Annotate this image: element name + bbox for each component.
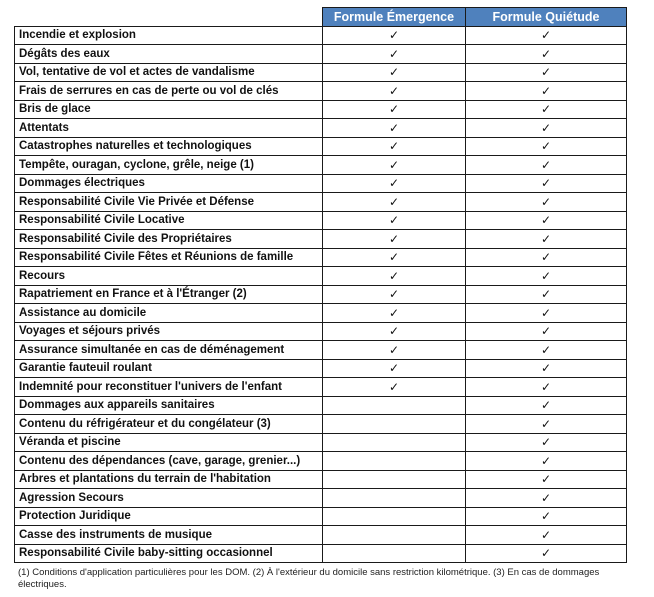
table-row xyxy=(15,193,627,212)
guarantee-label: Véranda et piscine xyxy=(15,433,323,452)
check-icon-quietude: ✓ xyxy=(466,433,627,452)
table-row xyxy=(15,452,627,471)
empty-cell-emergence xyxy=(323,396,466,415)
empty-cell-emergence xyxy=(323,452,466,471)
check-icon-quietude: ✓ xyxy=(466,63,627,82)
check-icon-quietude: ✓ xyxy=(466,322,627,341)
check-icon-emergence: ✓ xyxy=(323,304,466,323)
check-icon-quietude: ✓ xyxy=(466,507,627,526)
check-icon-emergence: ✓ xyxy=(323,100,466,119)
check-icon-emergence: ✓ xyxy=(323,137,466,156)
check-icon-emergence: ✓ xyxy=(323,174,466,193)
guarantee-label: Dégâts des eaux xyxy=(15,45,323,64)
guarantee-label: Voyages et séjours privés xyxy=(15,322,323,341)
guarantee-label: Catastrophes naturelles et technologiques xyxy=(15,137,323,156)
table-row xyxy=(15,285,627,304)
check-icon-quietude: ✓ xyxy=(466,526,627,545)
check-icon-quietude: ✓ xyxy=(466,137,627,156)
table-row xyxy=(15,174,627,193)
table-row xyxy=(15,63,627,82)
check-icon-emergence: ✓ xyxy=(323,285,466,304)
guarantee-label: Assistance au domicile xyxy=(15,304,323,323)
check-icon-quietude: ✓ xyxy=(466,248,627,267)
header-blank-cell xyxy=(15,8,323,27)
check-icon-emergence: ✓ xyxy=(323,193,466,212)
guarantee-label: Dommages aux appareils sanitaires xyxy=(15,396,323,415)
table-row xyxy=(15,544,627,563)
guarantee-label: Responsabilité Civile baby-sitting occasionnel xyxy=(15,544,323,563)
table-header-row xyxy=(15,8,627,27)
check-icon-quietude: ✓ xyxy=(466,415,627,434)
guarantee-label: Bris de glace xyxy=(15,100,323,119)
table-row xyxy=(15,322,627,341)
table-row xyxy=(15,378,627,397)
guarantee-label: Responsabilité Civile Fêtes et Réunions de famille xyxy=(15,248,323,267)
guarantee-label: Vol, tentative de vol et actes de vandalisme xyxy=(15,63,323,82)
guarantee-label: Assurance simultanée en cas de déménagement xyxy=(15,341,323,360)
guarantee-label: Attentats xyxy=(15,119,323,138)
guarantee-label: Frais de serrures en cas de perte ou vol de clés xyxy=(15,82,323,101)
check-icon-quietude: ✓ xyxy=(466,285,627,304)
empty-cell-emergence xyxy=(323,544,466,563)
check-icon-quietude: ✓ xyxy=(466,174,627,193)
column-header-emergence: Formule Émergence xyxy=(323,8,466,27)
table-row xyxy=(15,341,627,360)
table-row xyxy=(15,248,627,267)
check-icon-emergence: ✓ xyxy=(323,156,466,175)
check-icon-emergence: ✓ xyxy=(323,359,466,378)
table-row xyxy=(15,304,627,323)
check-icon-emergence: ✓ xyxy=(323,63,466,82)
check-icon-emergence: ✓ xyxy=(323,378,466,397)
table-row xyxy=(15,119,627,138)
table-row xyxy=(15,415,627,434)
guarantee-label: Casse des instruments de musique xyxy=(15,526,323,545)
check-icon-quietude: ✓ xyxy=(466,341,627,360)
check-icon-emergence: ✓ xyxy=(323,248,466,267)
table-row xyxy=(15,526,627,545)
table-row xyxy=(15,396,627,415)
check-icon-quietude: ✓ xyxy=(466,211,627,230)
guarantee-label: Recours xyxy=(15,267,323,286)
table-row xyxy=(15,156,627,175)
guarantee-label: Garantie fauteuil roulant xyxy=(15,359,323,378)
table-row xyxy=(15,137,627,156)
table-row xyxy=(15,359,627,378)
table-row xyxy=(15,82,627,101)
table-row xyxy=(15,26,627,45)
empty-cell-emergence xyxy=(323,470,466,489)
footnote: (1) Conditions d'application particulières pour les DOM. (2) À l'extérieur du domicile sans restriction kilométrique. (3) En cas de dommages électriques. xyxy=(18,567,600,590)
check-icon-quietude: ✓ xyxy=(466,489,627,508)
check-icon-quietude: ✓ xyxy=(466,304,627,323)
check-icon-quietude: ✓ xyxy=(466,378,627,397)
check-icon-quietude: ✓ xyxy=(466,156,627,175)
check-icon-quietude: ✓ xyxy=(466,544,627,563)
check-icon-quietude: ✓ xyxy=(466,193,627,212)
table-row xyxy=(15,45,627,64)
empty-cell-emergence xyxy=(323,526,466,545)
check-icon-emergence: ✓ xyxy=(323,230,466,249)
table-row xyxy=(15,507,627,526)
guarantee-label: Tempête, ouragan, cyclone, grêle, neige (1) xyxy=(15,156,323,175)
table-row xyxy=(15,433,627,452)
guarantee-label: Responsabilité Civile Vie Privée et Défense xyxy=(15,193,323,212)
guarantee-label: Contenu des dépendances (cave, garage, grenier...) xyxy=(15,452,323,471)
guarantee-label: Rapatriement en France et à l'Étranger (2) xyxy=(15,285,323,304)
guarantee-label: Contenu du réfrigérateur et du congélateur (3) xyxy=(15,415,323,434)
empty-cell-emergence xyxy=(323,415,466,434)
guarantee-label: Responsabilité Civile des Propriétaires xyxy=(15,230,323,249)
guarantee-label: Agression Secours xyxy=(15,489,323,508)
table-row xyxy=(15,470,627,489)
check-icon-quietude: ✓ xyxy=(466,45,627,64)
check-icon-quietude: ✓ xyxy=(466,230,627,249)
empty-cell-emergence xyxy=(323,433,466,452)
check-icon-quietude: ✓ xyxy=(466,452,627,471)
check-icon-quietude: ✓ xyxy=(466,82,627,101)
check-icon-quietude: ✓ xyxy=(466,119,627,138)
check-icon-emergence: ✓ xyxy=(323,26,466,45)
table-row xyxy=(15,489,627,508)
guarantee-label: Protection Juridique xyxy=(15,507,323,526)
check-icon-quietude: ✓ xyxy=(466,359,627,378)
guarantee-label: Dommages électriques xyxy=(15,174,323,193)
table-row xyxy=(15,230,627,249)
empty-cell-emergence xyxy=(323,489,466,508)
check-icon-quietude: ✓ xyxy=(466,100,627,119)
check-icon-emergence: ✓ xyxy=(323,45,466,64)
check-icon-emergence: ✓ xyxy=(323,119,466,138)
guarantee-label: Indemnité pour reconstituer l'univers de l'enfant xyxy=(15,378,323,397)
coverage-comparison-table xyxy=(14,7,627,563)
table-row xyxy=(15,100,627,119)
check-icon-emergence: ✓ xyxy=(323,82,466,101)
check-icon-quietude: ✓ xyxy=(466,470,627,489)
check-icon-emergence: ✓ xyxy=(323,211,466,230)
check-icon-emergence: ✓ xyxy=(323,322,466,341)
check-icon-emergence: ✓ xyxy=(323,341,466,360)
guarantee-label: Arbres et plantations du terrain de l'habitation xyxy=(15,470,323,489)
guarantee-label: Responsabilité Civile Locative xyxy=(15,211,323,230)
table-row xyxy=(15,267,627,286)
empty-cell-emergence xyxy=(323,507,466,526)
table-row xyxy=(15,211,627,230)
guarantee-label: Incendie et explosion xyxy=(15,26,323,45)
check-icon-emergence: ✓ xyxy=(323,267,466,286)
check-icon-quietude: ✓ xyxy=(466,396,627,415)
check-icon-quietude: ✓ xyxy=(466,267,627,286)
column-header-quietude: Formule Quiétude xyxy=(466,8,627,27)
check-icon-quietude: ✓ xyxy=(466,26,627,45)
